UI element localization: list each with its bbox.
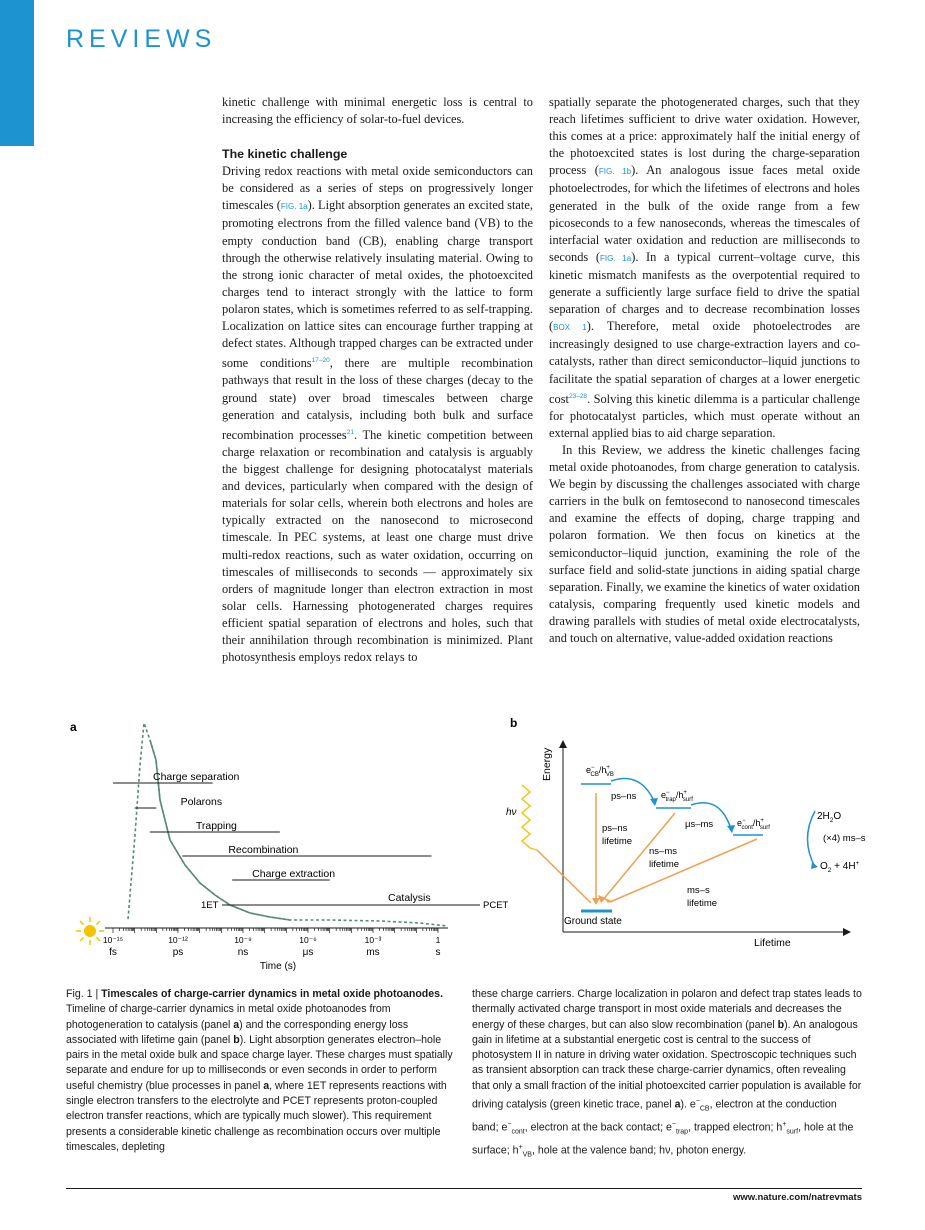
panel-a-label: a (70, 720, 77, 734)
cb-state-label: e− CB/h+ VB (586, 765, 614, 778)
panel-b-energy-diagram (506, 740, 866, 949)
figure-1 (0, 705, 925, 980)
continued-paragraph: spatially separate the photogenerated charges, such that they reach lifetimes sufficient to drive water oxidation. However, this comes at a price: approximately half the initial energy of the photoexcited states is lost during the charge-separation process (FIG. 1b). An analogous issue faces metal oxide photoelectrodes, for which the lifetimes of electrons and holes generated in the bulk of the oxide range from a few picoseconds to a few nanoseconds, whereas the timescales of interfacial water oxidation and reduction are milliseconds to seconds (FIG. 1a). In a typical current–voltage curve, this kinetic mismatch manifests as the overpotential required to generate a sufficiently large surface field to drive the spatial separation of charges and to decrease recombination losses (BOX 1). Therefore, metal oxide photoelectrodes are increasingly designed to use charge-extraction layers and co-catalysts, rather than direct semiconductor–liquid junctions to facilitate the spatial separation of charges at a lower energetic cost$^{23-28}$. Solving this kinetic dilemma is a particular challenge for photocatalyst particles, which must operate without an external applied bias to aid charge separation. (549, 95, 860, 440)
trap-cont-rate: μs–ms (685, 819, 714, 830)
lifetime-3-word: lifetime (687, 898, 718, 909)
tick-unit-label: ps (172, 947, 184, 958)
energy-arrow-icon (559, 740, 567, 748)
trap-state-label: e− trap/h+ surf (661, 790, 693, 803)
cb-trap-rate: ps–ns (611, 791, 637, 802)
panel-b-label: b (510, 716, 518, 730)
recombination-arrows (537, 793, 757, 903)
figure-ref-link[interactable]: FIG. 1a (280, 202, 308, 212)
water-oxidation-arrow (808, 811, 816, 867)
lifetime-axis-label: Lifetime (754, 937, 791, 949)
water-label: $2H_2O$ (817, 811, 842, 824)
arrowhead-icon (727, 825, 735, 833)
tick-label: 10⁻³ (364, 935, 382, 945)
process-label: Catalysis (388, 892, 431, 904)
tick-label: 10⁻⁶ (299, 935, 317, 945)
process-label: Charge extraction (252, 868, 336, 880)
process-label: Polarons (180, 796, 223, 808)
process-label: Charge separation (153, 771, 240, 783)
lifetime-arrow-icon (843, 928, 851, 936)
citation-link[interactable]: 17–20 (311, 357, 330, 365)
photon-wave-icon (522, 785, 537, 850)
energy-axis-label: Energy (541, 747, 553, 781)
arrowhead-icon (650, 798, 658, 806)
box-ref-link[interactable]: BOX 1 (553, 323, 587, 333)
tick-unit-label: ns (237, 947, 249, 958)
ground-state-label: Ground state (564, 916, 622, 927)
process-label: Recombination (228, 844, 299, 856)
process-label: Trapping (195, 820, 237, 832)
time-axis-minor-ticks (113, 928, 438, 933)
journal-url[interactable]: www.nature.com/natrevmats (733, 1192, 862, 1203)
photon-label: hν (506, 807, 517, 818)
tick-label: 10⁻⁹ (234, 935, 252, 945)
section-label: REVIEWS (66, 25, 217, 53)
caption-title: Timescales of charge-carrier dynamics in metal oxide photoanodes. (101, 988, 444, 1000)
figure-caption-col2: these charge carriers. Charge localization in polaron and defect trap states leads to thermally activated charge transport in most oxide materials and decreases the energy of these charges, but can also slow recombination (panel b). An analogous gain in lifetime at a substantial energetic cost is central to the success of photosystem II in nature in driving water oxidation. Spectroscopic techniques such as transient absorption can track these charge-carrier dynamics, often revealing that only a small fraction of the initial photoexcited carrier population is available for driving catalysis (green kinetic trace, panel a). $e^-_{CB}$, electron at the conduction band; $e^-_{cont}$, electron at the back contact; $e^-_{trap}$, trapped electron; $h^+_{surf}$, hole at the surface; $h^+_{VB}$, hole at the valence band; hν, photon energy. (472, 988, 862, 1159)
tick-unit-label: μs (302, 947, 314, 958)
lifetime-1-word: lifetime (602, 836, 633, 847)
tick-unit-label: fs (109, 947, 117, 958)
kinetic-paragraph: Driving redox reactions with metal oxide semiconductors can be considered as a series of steps on progressively longer timescales (FIG. 1a). Light absorption generates an excited state, promoting electrons from the filled valence band (VB) to the empty conduction band (CB), enabling charge transport through the otherwise relatively insulating material. Owing to the strong ionic character of metal oxides, the photoexcited charges tend to interact strongly with the lattice to form polaron states, which is sometimes referred to as self-trapping. Localization on lattice sites can encourage further trapping at defect states. Although trapped charges can be extracted under some conditions$^{17-20}$, there are multiple recombination pathways that result in the loss of these charges (decay to the ground state) over broad timescales between charge generation and catalysis, including both bulk and surface recombination processes$^{21}$. The kinetic competition between charge relaxation or recombination and catalysis is arguably the biggest challenge for designing photocatalyst materials and devices, particularly when compared with the design of materials for solar cells, wherein both electrons and holes are typically extracted on the nanosecond to microsecond timescale. In PEC systems, at least one charge must drive multi-redox reactions, such as water oxidation, occurring on timescales of milliseconds to seconds — approximately six orders of magnitude longer than electron extraction in most solar cells. Harnessing photogenerated charges requires efficient spatial separation of electrons and holes, such that their annihilation through recombination is minimized. Plant photosynthesis employs redox relays to (222, 164, 533, 665)
figure-caption-col1: Fig. 1 | Timescales of charge-carrier dynamics in metal oxide photoanodes. Timeline of charge-carrier dynamics in metal oxide photoanodes from photogeneration to catalysis (panel a) and the corresponding energy loss associated with lifetime gain (panel b). Light absorption generates electron–hole pairs in the metal oxide bulk and space charge layer. These charges must spatially separate and endure for up to milliseconds or even seconds in order to perform useful chemistry (blue processes in panel a, where 1ET represents reactions with single electron transfers to the electrolyte and PCET represents proton-coupled electron transfer reactions, which are typically much slower). This requirement presents a considerable kinetic challenge as recombination occurs over multiple timescales, depleting (66, 988, 453, 1153)
one-et-label: 1ET (201, 900, 219, 911)
body-column-2 (549, 94, 860, 647)
tick-label: 10⁻¹² (168, 935, 188, 945)
citation-link[interactable]: 21 (346, 428, 354, 436)
figure-ref-link[interactable]: FIG. 1b (598, 167, 632, 177)
lifetime-2-range: ns–ms (649, 846, 677, 857)
pcet-label: PCET (483, 900, 509, 911)
oxygen-protons-label: $O_2 + 4H^+$ (820, 860, 860, 874)
tick-unit-label: ms (366, 947, 380, 958)
water-oxidation-rate: (×4) ms–s (823, 833, 866, 844)
body-column-1 (222, 94, 533, 666)
citation-link[interactable]: 23–28 (568, 392, 588, 400)
lifetime-2-word: lifetime (649, 859, 680, 870)
intro-paragraph: kinetic challenge with minimal energetic loss is central to increasing the efficiency of solar-to-fuel devices. (222, 95, 533, 127)
lifetime-1-range: ps–ns (602, 823, 628, 834)
arrowhead-icon (592, 898, 600, 905)
figure-ref-link[interactable]: FIG. 1a (599, 253, 632, 263)
tick-label: 10⁻¹⁵ (102, 935, 124, 945)
time-axis-label: Time (s) (259, 961, 297, 972)
section-heading: The kinetic challenge (222, 147, 348, 162)
cont-state-label: e− cont/h+ surf (737, 818, 770, 831)
lifetime-3-range: ms–s (687, 885, 710, 896)
tick-unit-label: s (435, 947, 441, 958)
review-overview-paragraph: In this Review, we address the kinetic challenges facing metal oxide photoanodes, from charge generation to catalysis. We begin by discussing the challenges associated with charge carriers in the bulk on femtosecond to nanosecond timescales and examine the effects of doping, charge trapping and polaron formation. We then focus on kinetics at the semiconductor–liquid junction, examining the role of the surface field and solid-state junctions in aiding spatial charge separation. Finally, we examine the kinetics of water oxidation catalysis, comparing frequently used kinetic models and drawing parallels with studies of metal oxide electrocatalysts, and touch on alternative, value-added oxidation reactions (549, 443, 860, 646)
panel-a-timeline (76, 723, 509, 972)
section-color-bar (0, 0, 34, 146)
sun-icon (76, 917, 104, 945)
arrowhead-icon (811, 862, 818, 869)
tick-label: 1 (435, 935, 441, 945)
footer-rule (66, 1188, 862, 1189)
